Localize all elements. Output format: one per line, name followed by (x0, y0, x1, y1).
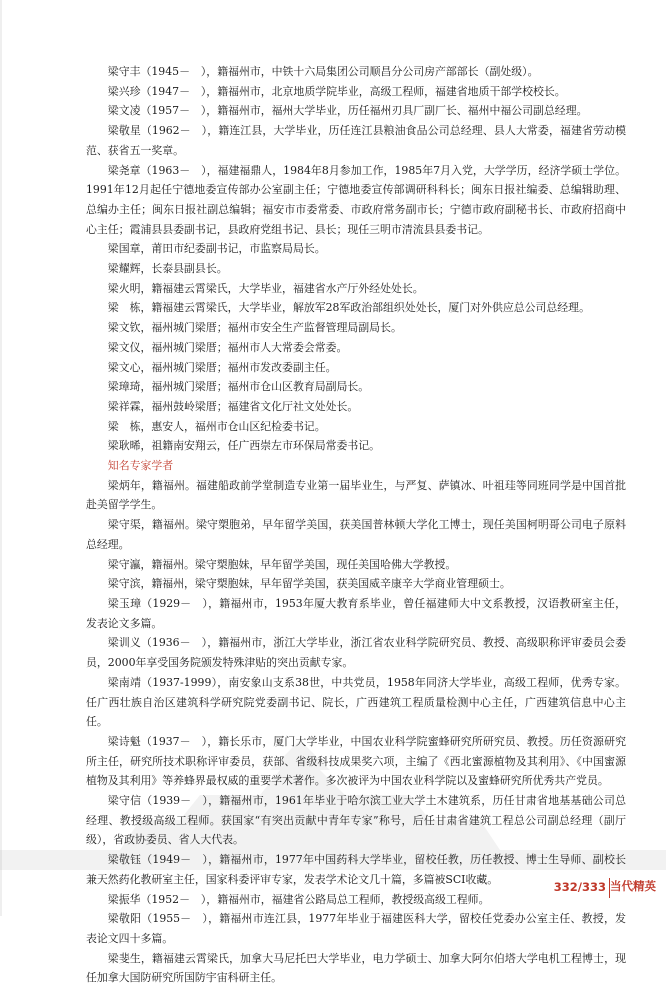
bio-entry: 梁斐生，籍福建云霄梁氏，加拿大马尼托巴大学毕业，电力学硕士、加拿大阿尔伯塔大学电机工程博士，现任加拿大国防研究所国防宇宙科研主任。 (86, 951, 626, 985)
bio-entry: 梁兴珍（1947－ ），籍福州市，北京地质学院毕业，高级工程师，福建省地质干部学校校长。 (107, 84, 566, 98)
bio-entry: 梁南靖（1937-1999），南安象山支系38世，中共党员，1958年同济大学毕业，高级工程师，优秀专家。任广西壮族自治区建筑科学研究院党委副书记、院长，广西建筑工程质量检测中心主任，广西建筑信息中心主任。 (86, 675, 626, 729)
bio-entry: 梁文凌（1957－ ），籍福州市，福州大学毕业，历任福州刃具厂副厂长、福州中福公司副总经理。 (107, 104, 588, 118)
bio-entry: 梁耿晞，祖籍南安翔云，任广西崇左市环保局常委书记。 (107, 439, 381, 453)
bio-entry: 梁文仪，福州城门梁厝；福州市人大常委会常委。 (107, 340, 348, 354)
bio-entry: 梁守瀛，籍福州。梁守槊胞妹，早年留学美国，现任美国哈佛大学教授。 (107, 557, 457, 571)
bio-entry: 梁火明，籍福建云霄梁氏，大学毕业，福建省水产厅外经处处长。 (107, 281, 424, 295)
bio-entry: 梁尧章（1963－ ），福建福鼎人，1984年8月参加工作，1985年7月入党，大学学历，经济学硕士学位。1991年12月起任宁德地委宣传部办公室副主任；宁德地委宣传部调研科科长；闽东日报社编委、总编辑助理、总编办主任；闽东日报社副总编辑；福安市市委常委、市政府常务副市长；宁德市政府副秘书长、市政府招商中心主任；霞浦县县委副书记，县政府党组书记、县长；现任三明市清流县县委书记。 (86, 163, 626, 236)
bio-entry: 梁文心，福州城门梁厝；福州市发改委副主任。 (107, 360, 337, 374)
bio-entry: 梁文钦，福州城门梁厝；福州市安全生产监督管理局副局长。 (107, 321, 402, 335)
section-heading: 知名专家学者 (107, 459, 174, 473)
document-body (86, 62, 626, 988)
bio-entry: 梁璋琦，福州城门梁厝；福州市仓山区教育局副局长。 (107, 380, 370, 394)
bio-entry: 梁 栋，籍福建云霄梁氏，大学毕业，解放军28军政治部组织处处长，厦门对外供应总公司总经理。 (107, 301, 590, 315)
bio-entry: 梁振华（1952－ ），籍福州市，福建省公路局总工程师，教授级高级工程师。 (107, 892, 490, 906)
page-footer (536, 864, 666, 916)
bio-entry: 梁玉璋（1929－ ），籍福州市，1953年厦大教育系毕业，曾任福建师大中文系教授，汉语教研室主任，发表论文多篇。 (86, 596, 626, 630)
bio-entry: 梁 栋，惠安人，福州市仓山区纪检委书记。 (107, 419, 326, 433)
bio-entry: 梁耀辉，长泰县副县长。 (107, 262, 228, 276)
bio-entry: 梁敬阳（1955－ ），籍福州市连江县，1977年毕业于福建医科大学，留校任党委办公室主任、教授，发表论文四十多篇。 (86, 912, 626, 945)
bio-entry: 梁守信（1939－ ），籍福州市，1961年毕业于哈尔滨工业大学土木建筑系，历任甘肃省地基基础公司总经理、教授级高级工程师。获国家“有突出贡献中青年专家”称号，后任甘肃省建筑工程总公司副总经理（副厅级），省政协委员、省人大代表。 (86, 794, 626, 847)
page-number: 332/333 (553, 880, 606, 894)
bio-entry: 梁祥霖，福州鼓岭梁厝；福建省文化厅社文处处长。 (107, 399, 359, 413)
bio-entry: 梁敬钰（1949－ ），籍福州市，1977年中国药科大学毕业，留校任教，历任教授、博士生导师、副校长兼天然药化教研室主任，国家科委评审专家，发表学术论文几十篇，多篇被SCI收藏。 (86, 853, 626, 886)
bio-entry: 梁国章，莆田市纪委副书记，市监察局局长。 (107, 242, 326, 256)
bio-entry: 梁守滨，籍福州，梁守槊胞妹，早年留学美国，获美国威辛康辛大学商业管理硕士。 (107, 577, 511, 591)
bio-entry: 梁守渠，籍福州。梁守槊胞弟，早年留学美国，获美国普林顿大学化工博士，现任美国柯明哥公司电子原料总经理。 (86, 518, 626, 551)
bio-entry: 梁诗魁（1937－ ），籍长乐市，厦门大学毕业，中国农业科学院蜜蜂研究所研究员、教授。历任资源研究所主任，研究所技术职称评审委员，获部、省级科技成果奖六项，主编了《西北蜜源植物及其利用》、《中国蜜源植物及其利用》等养蜂界最权威的重要学术著作。多次被评为中国农业科学院以及蜜蜂研究所优秀共产党员。 (86, 734, 626, 788)
footer-section-label: 当代精英 (610, 879, 656, 893)
bio-entry: 梁训义（1936－ ），籍福州市，浙江大学毕业，浙江省农业科学院研究员、教授、高级职称评审委员会委员，2000年享受国务院颁发特殊津贴的突出贡献专家。 (86, 636, 626, 670)
bio-entry: 梁守丰（1945－ ），籍福州市，中铁十六局集团公司顺昌分公司房产部部长（副处级）。 (107, 65, 539, 78)
bio-entry: 梁敬星（1962－ ），籍连江县，大学毕业，历任连江县粮油食品公司总经理、县人大常委，福建省劳动模范、获省五一奖章。 (86, 124, 626, 157)
bio-entry: 梁炳年，籍福州。福建船政前学堂制造专业第一届毕业生，与严复、萨镇冰、叶祖珪等同班同学是中国首批赴美留学学生。 (86, 478, 626, 512)
